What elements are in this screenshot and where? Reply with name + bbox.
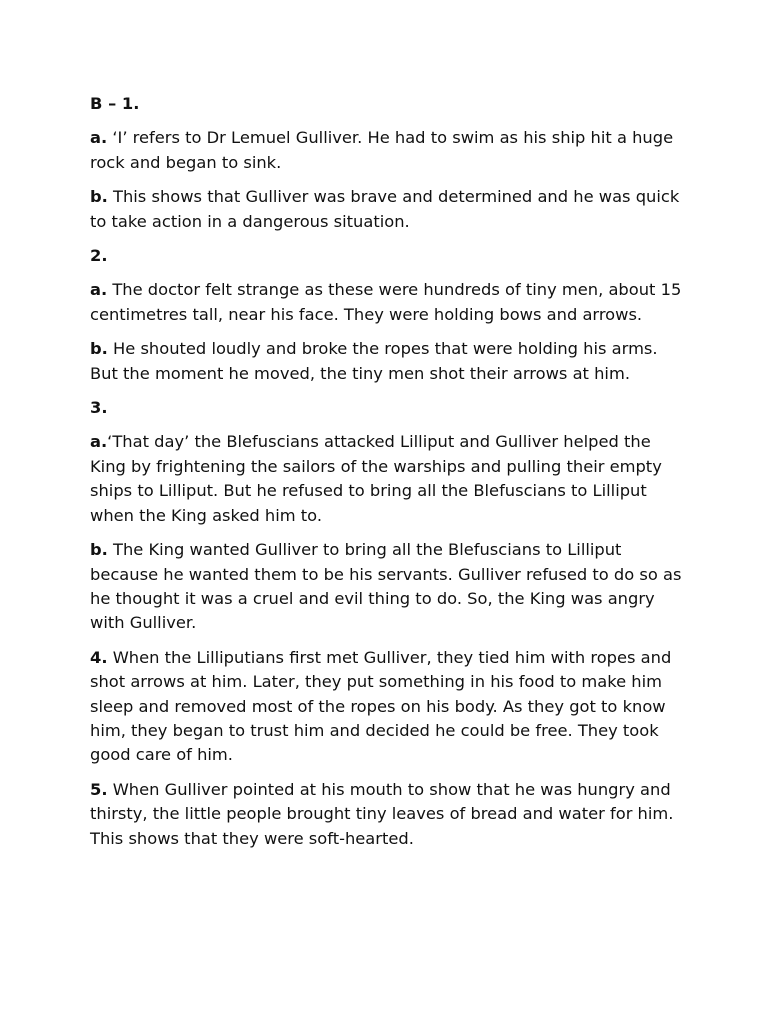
answer-5-text: When Gulliver pointed at his mouth to show that he was hungry and thirsty, the little people brought tiny leaves of bread and water for him. This shows that they were soft-hearted. xyxy=(90,779,674,848)
answer-3b xyxy=(90,538,690,636)
answer-1a-text: ‘I’ refers to Dr Lemuel Gulliver. He had to swim as his ship hit a huge rock and began to sink. xyxy=(90,128,674,172)
answer-2b-text: He shouted loudly and broke the ropes that were holding his arms. But the moment he moved, the tiny men shot their arrows at him. xyxy=(90,339,658,383)
answer-3a-text: ‘That day’ the Blefuscians attacked Lilliput and Gulliver helped the King by frightening the sailors of the warships and pulling their empty ships to Lilliput. But he refused to bring all the Blefuscians to Lilliput when the King asked him to. xyxy=(90,432,662,525)
answer-3b-label: b. xyxy=(90,540,108,560)
section-2-number xyxy=(90,244,690,268)
answer-3a xyxy=(90,430,690,528)
answer-2a-text: The doctor felt strange as these were hundreds of tiny men, about 15 centimetres tall, near his face. They were holding bows and arrows. xyxy=(90,280,682,324)
answer-4 xyxy=(90,646,690,768)
section-3-number xyxy=(90,396,690,420)
answer-2a-label: a. xyxy=(90,280,108,300)
answer-1b-text: This shows that Gulliver was brave and determined and he was quick to take action in a dangerous situation. xyxy=(90,187,680,231)
answer-3b-text: The King wanted Gulliver to bring all the Blefuscians to Lilliput because he wanted them to be his servants. Gulliver refused to do so as he thought it was a cruel and evil thing to do. So, the King was angry with Gulliver. xyxy=(90,540,682,633)
answer-5-label: 5. xyxy=(90,779,108,799)
section-heading xyxy=(90,92,690,116)
answer-4-label: 4. xyxy=(90,647,108,667)
section-3-label: 3. xyxy=(90,398,108,418)
answer-1a xyxy=(90,126,690,175)
answer-1b xyxy=(90,185,690,234)
answer-2b-label: b. xyxy=(90,339,108,359)
answer-2a xyxy=(90,278,690,327)
answer-4-text: When the Lilliputians first met Gulliver, they tied him with ropes and shot arrows at him. Later, they put something in his food to make him sleep and removed most of the ropes on his body. As they got to know him, they began to trust him and decided he could be free. They took good care of him. xyxy=(90,647,672,765)
section-2-label: 2. xyxy=(90,246,108,266)
answer-1b-label: b. xyxy=(90,187,108,207)
answer-sheet xyxy=(90,92,690,861)
heading-label: B – 1. xyxy=(90,94,140,113)
answer-5 xyxy=(90,778,690,851)
answer-1a-label: a. xyxy=(90,128,108,148)
answer-3a-label: a. xyxy=(90,432,108,452)
answer-2b xyxy=(90,337,690,386)
